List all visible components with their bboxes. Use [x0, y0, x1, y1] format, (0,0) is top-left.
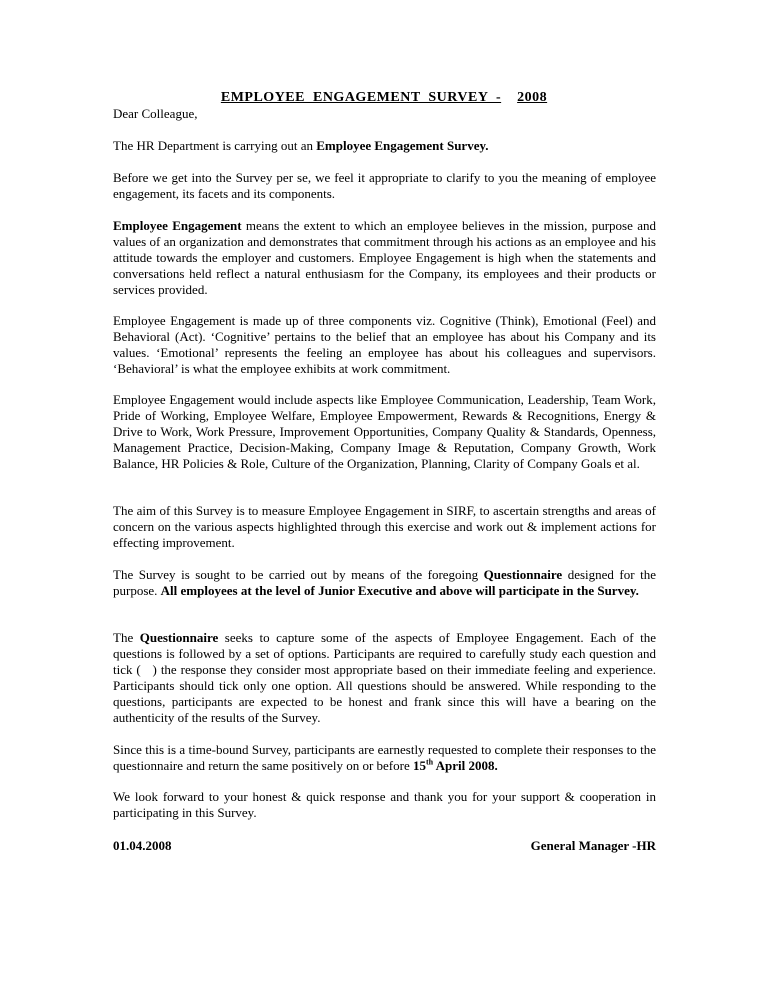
document-title: [112, 90, 656, 106]
deadline-month: April 2008.: [433, 757, 498, 773]
paragraph-intro: [113, 138, 656, 154]
paragraph-components: Employee Engagement is made up of three components viz. Cognitive (Think), Emotional (Feel) and Behavioral (Act). ‘Cognitive’ pertains to the belief that an employee has about his Company and its values. ‘Emotional’ represents the feeling an employee has about his colleagues and supervisors. ‘Behavioral’ is what the employee exhibits at work commitment.: [113, 313, 656, 376]
paragraph-closing: We look forward to your honest & quick response and thank you for your support & cooperation in participating in this Survey.: [113, 789, 656, 820]
paragraph-intro-text: The HR Department is carrying out an: [113, 138, 317, 153]
signatory: General Manager -HR: [530, 838, 656, 853]
paragraph-aim: The aim of this Survey is to measure Employee Engagement in SIRF, to ascertain strengths and areas of concern on the various aspects highlighted through this exercise and work out & implement actions for effecting improvement.: [113, 503, 656, 550]
paragraph-method: [113, 567, 656, 599]
paragraph-deadline: [113, 742, 656, 774]
salutation: Dear Colleague,: [113, 106, 198, 121]
deadline-day: 15: [413, 757, 426, 773]
deadline-day-suffix: th: [426, 757, 434, 767]
paragraph-method-text-2: designed for the purpose.: [113, 567, 656, 598]
paragraph-questionnaire-text-2: seeks to capture some of the aspects of Employee Engagement. Each of the questions is followed by a set of options. Participants are required to carefully study each question and tick ( ) the response they consider most appropriate based on their immediate feeling and experience. Participants should tick only one option. All questions should be answered. While responding to the questions, participants are expected to be honest and frank since this will have a bearing on the authenticity of the results of the Survey.: [113, 630, 656, 725]
paragraph-deadline-text: Since this is a time-bound Survey, participants are earnestly requested to complete their responses to the questionnaire and return the same positively on or before: [113, 742, 656, 773]
paragraph-method-text-1: The Survey is sought to be carried out by means of the foregoing: [113, 567, 484, 582]
paragraph-questionnaire-text-1: The: [113, 630, 140, 645]
paragraph-method-bold-2: All employees at the level of Junior Executive and above will participate in the Survey.: [160, 582, 639, 598]
document-date: 01.04.2008: [113, 838, 172, 853]
paragraph-definition: [113, 218, 656, 298]
paragraph-questionnaire: [113, 630, 656, 725]
paragraph-definition-text: means the extent to which an employee believes in the mission, purpose and values of an organization and demonstrates that commitment through his actions as an employee and his attitude towards the employer and customers. Employee Engagement is high when the statements and conversations held reflect a natural enthusiasm for the Company, its employees and their products or services provided.: [113, 218, 656, 297]
paragraph-method-bold-1: Questionnaire: [483, 567, 563, 582]
title-text: EMPLOYEE ENGAGEMENT SURVEY -: [220, 90, 502, 105]
title-year: 2008: [517, 90, 548, 105]
paragraph-purpose: Before we get into the Survey per se, we feel it appropriate to clarify to you the meaning of employee engagement, its facets and its components.: [113, 170, 656, 201]
paragraph-aspects: Employee Engagement would include aspects like Employee Communication, Leadership, Team Work, Pride of Working, Employee Welfare, Employee Empowerment, Rewards & Recognitions, Energy & Drive to Work, Work Pressure, Improvement Opportunities, Company Quality & Standards, Openness, Management Practice, Decision-Making, Company Image & Reputation, Company Growth, Work Balance, HR Policies & Role, Culture of the Organization, Planning, Clarity of Company Goals et al.: [113, 392, 656, 471]
paragraph-definition-bold: Employee Engagement: [113, 218, 242, 233]
paragraph-questionnaire-bold: Questionnaire: [139, 630, 219, 645]
paragraph-intro-bold: Employee Engagement Survey.: [316, 138, 489, 153]
